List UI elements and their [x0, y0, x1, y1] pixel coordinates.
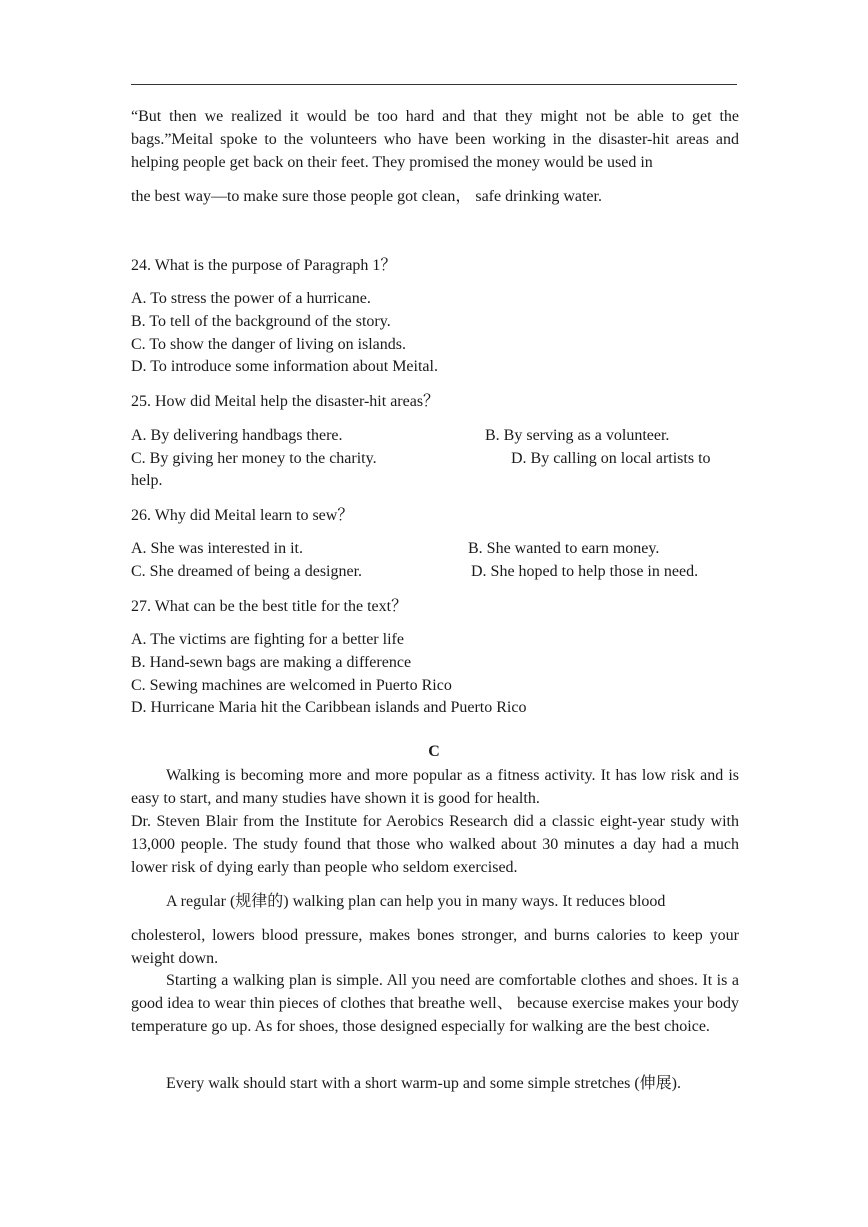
question-25-option-a: A. By delivering handbags there.	[131, 427, 343, 444]
passage-c-paragraph-3-rest: cholesterol, lowers blood pressure, makes bones stronger, and burns calories to keep your weight down.	[131, 927, 739, 967]
question-27-option-a: A. The victims are fighting for a better life	[131, 631, 404, 648]
passage-b-paragraph: “But then we realized it would be too hard and that they might not be able to get the bags.”Meital spoke to the volunteers who have been working in the disaster-hit areas and helping people get back on their feet. They promised the money would be used in	[131, 108, 739, 171]
question-24-stem: 24. What is the purpose of Paragraph 1？	[131, 257, 397, 274]
question-27-stem: 27. What can be the best title for the text？	[131, 598, 408, 615]
passage-b-paragraph-last-line: the best way—to make sure those people got clean， safe drinking water.	[131, 188, 602, 205]
question-26-stem: 26. Why did Meital learn to sew？	[131, 507, 354, 524]
question-27-option-c: C. Sewing machines are welcomed in Puerto Rico	[131, 677, 452, 694]
passage-c-heading: C	[428, 743, 440, 760]
question-24-option-a: A. To stress the power of a hurricane.	[131, 290, 371, 307]
question-26-option-b: B. She wanted to earn money.	[468, 540, 660, 557]
question-24-option-b: B. To tell of the background of the story.	[131, 313, 391, 330]
passage-c-paragraph-2: Dr. Steven Blair from the Institute for Aerobics Research did a classic eight-year study with 13,000 people. The study found that those who walked about 30 minutes a day had a much lower risk of dying early than people who seldom exercised.	[131, 813, 739, 876]
question-24-option-c: C. To show the danger of living on islands.	[131, 336, 407, 353]
passage-c-paragraph-5: Every walk should start with a short warm-up and some simple stretches (伸展).	[166, 1075, 682, 1092]
question-26-option-c: C. She dreamed of being a designer.	[131, 563, 363, 580]
passage-c-paragraph-4: Starting a walking plan is simple. All you need are comfortable clothes and shoes. It is a good idea to wear thin pieces of clothes that breathe well、 because exercise makes your body temperature go up. As for shoes, those designed especially for walking are the best choice.	[131, 972, 739, 1035]
question-26-option-d: D. She hoped to help those in need.	[471, 563, 699, 580]
question-27-option-b: B. Hand-sewn bags are making a difference	[131, 654, 412, 671]
question-25-option-d: D. By calling on local artists to	[511, 450, 711, 467]
question-26-option-a: A. She was interested in it.	[131, 540, 303, 557]
question-24-option-d: D. To introduce some information about Meital.	[131, 358, 438, 375]
passage-c-paragraph-1: Walking is becoming more and more popular as a fitness activity. It has low risk and is easy to start, and many studies have shown it is good for health.	[131, 767, 739, 807]
question-25-stem: 25. How did Meital help the disaster-hit areas？	[131, 393, 440, 410]
question-25-option-b: B. By serving as a volunteer.	[485, 427, 670, 444]
question-25-option-c: C. By giving her money to the charity.	[131, 450, 377, 467]
question-25-option-d-continued: help.	[131, 472, 163, 489]
header-rule	[131, 84, 737, 85]
question-27-option-d: D. Hurricane Maria hit the Caribbean islands and Puerto Rico	[131, 699, 527, 716]
passage-c-paragraph-3-first-line: A regular (规律的) walking plan can help you in many ways. It reduces blood	[166, 893, 666, 910]
